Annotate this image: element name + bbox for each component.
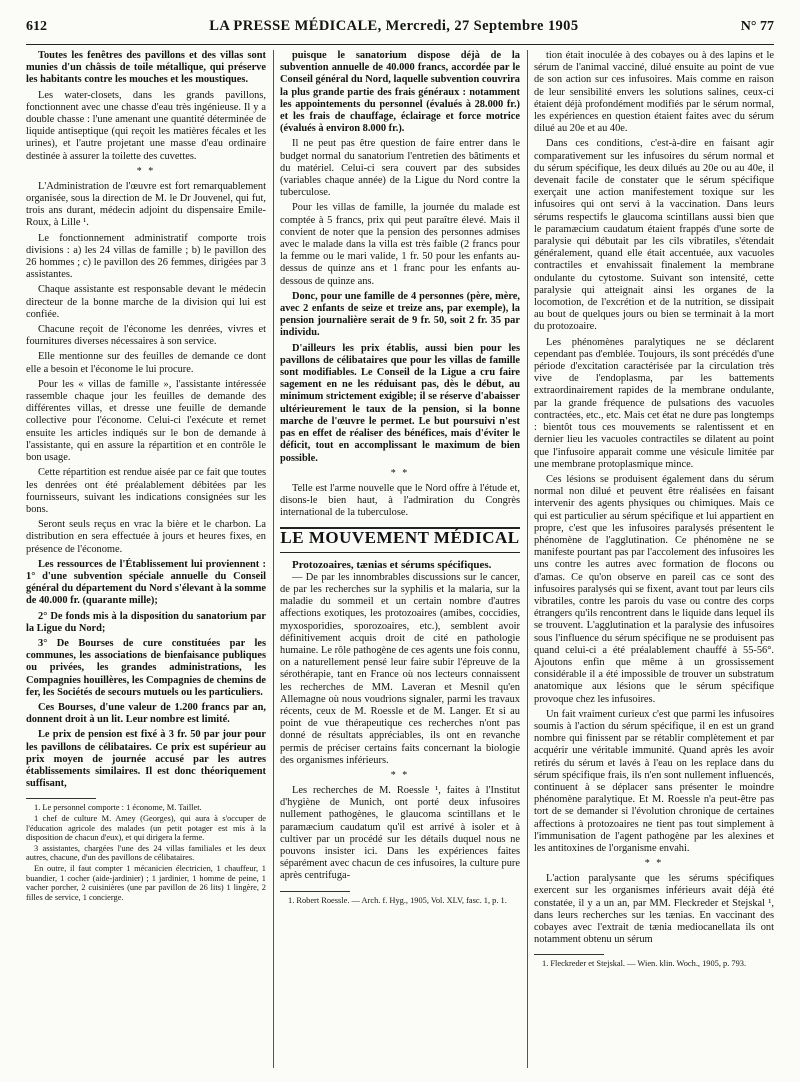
section-separator: * * bbox=[390, 467, 410, 479]
paragraph: — De par les innombrables discussions sur le cancer, de par les recherches sur la syphilis et la malaria, sur la maladie du sommeil et un certain nombre d'autres affections exotiques, les protozoaires (amibes, coccidies, myxosporidies, sporozoaires, etc.), semblent avoir définitivement acquis droit de cité en pathologie humaine. Le rôle pathogène de ces agents une fois connu, on a naturellement pensé leur faire subir l'épreuve de la sérothérapie, tant en France où nos lecteurs connaissent les recherches de MM. Laveran et Mesnil qu'en Allemagne où nous voudrions signaler, parmi les travaux récents, ceux de M. Roessle et de M. Langer. Et si au point de vue thérapeutique ces recherches n'ont pas donné de résultats appréciables, ils ont en revanche permis de préciser certains faits concernant la biologie des organismes inférieurs. bbox=[280, 571, 520, 766]
paragraph: Pour les « villas de famille », l'assistante intéressée rassemble chaque jour les feuilles de demande des différentes villas, et dresse une feuille de demande collective pour l'économe. Celui-ci l'exécute et remet ensuite les articles indiqués sur le bon de demande à l'assistante, qui en assure la répartition et en contrôle le bon usage. bbox=[26, 378, 266, 464]
paragraph: Dans ces conditions, c'est-à-dire en faisant agir comparativement sur les infusoires du sérum normal et du sérum spécifique, les deux dilués au 20e ou au 40e, il devenait facile de constater que le sérum spécifique exerçait une action manifestement toxique sur les infusoires qui ont servi à la vaccination. Dans leurs sérums respectifs le glaucoma scintillans aussi bien que le paramæcium caudatum étaient frappés d'une sorte de paralysie qui débutait par les cils vibratiles, s'étendait généralement, quand elle était accentuée, aux vacuoles contractiles et envahissait finalement la membrane ondulante du cytostome. Suivant son intensité, cette paralysie qui atteignait ainsi les organes de la locomotion, de l'excrétion et de la nutrition, se dissipait au bout de quelques jours ou bien se terminait à la mort du protozoaire. bbox=[534, 138, 774, 333]
footnotes bbox=[26, 803, 266, 902]
paragraph: 2° De fonds mis à la disposition du sanatorium par la Ligue du Nord; bbox=[26, 610, 266, 634]
paragraph: Pour les villas de famille, la journée du malade est comptée à 5 francs, prix qui peut paraître élevé. Mais il convient de noter que la pension des personnes admises avec le malade dans la villa est très faible (2 francs pour la femme ou le mari valide, 1 fr. 50 pour les enfants au-dessus de quinze ans et 1 franc pour les enfants au-dessous de quinze ans. bbox=[280, 202, 520, 287]
issue-date: Mercredi, 27 Septembre 1905 bbox=[385, 18, 579, 34]
column-2 bbox=[280, 50, 520, 1074]
paragraph: Le prix de pension est fixé à 3 fr. 50 par jour pour les pavillons de célibataires. Ce prix est supérieur au prix moyen de journée accusé par les autres établissements similaires. Il est donc théoriquement suffisant, bbox=[26, 729, 266, 790]
footnotes bbox=[280, 896, 520, 906]
column-divider-1 bbox=[273, 50, 274, 1068]
paragraph: Les water-closets, dans les grands pavillons, fonctionnent avec une chasse d'eau très ingénieuse. Il y a double chasse : l'une amenant une quantité déterminée de liquide antiseptique (qui reçoit les matières fécales et les urines), et l'autre projetant une masse d'eau ordinaire destinée à assurer la toilette des cuvettes. bbox=[26, 89, 266, 162]
section-title: LE MOUVEMENT MÉDICAL bbox=[280, 528, 520, 548]
paragraph: Ces lésions se produisent également dans du sérum normal non dilué et peuvent être réalisées en faisant intervenir des agents physiques ou chimiques. Mais ce qui est particulier au sérum spécifique et lui appartient en propre, c'est que les infusoires paralysés présentent le phénomène de l'agglutination. Ce phénomène ne se manifeste pourtant pas par l'accolement des infusoires les uns contre les autres avec formation de flocons ou d'amas. Ce qu'on observe en pareil cas ce sont des infusoires paralysés qui se fixent, avant tout par leurs cils vibratiles, contre les parois du vase ou contre des corps étrangers qu'ils rencontrent dans le liquide dans lequel ils se trouvent. L'agglutination et la paralysie des infusoires sous l'influence du sérum spécifique ne se produisent pas quand celui-ci a été préalablement chauffé à 55-56°. Ajoutons enfin que même à un grossissement considérable il a été impossible de trouver un substratum anatomique aux lésions que le sérum spécifique provoque chez les infusoires. bbox=[534, 473, 774, 705]
paragraph: Toutes les fenêtres des pavillons et des villas sont munies d'un châssis de toile métallique, qui préserve les habitants contre les mouches et les moustiques. bbox=[26, 50, 266, 86]
paragraph: puisque le sanatorium dispose déjà de la subvention annuelle de 40.000 francs, accordée par le Conseil général du Nord, laquelle subvention couvrira la plus grande partie des frais généraux : notamment les appointements du personnel (évalués à 28.000 fr.) et les frais de chauffage, éclairage et force motrice (évalués à environ 8.000 fr.). bbox=[280, 50, 520, 135]
section-separator: * * bbox=[644, 858, 664, 870]
paragraph: 3° De Bourses de cure constituées par les communes, les associations de bienfaisance publiques ou privées, les grandes administrations, les Compagnies houillères, les Compagnies de chemins de fer, les Sociétés de secours mutuels ou les particuliers. bbox=[26, 637, 266, 698]
section-heading-box bbox=[280, 527, 520, 552]
paragraph: Telle est l'arme nouvelle que le Nord offre à l'étude et, disons-le bien haut, à l'admiration du Congrès international de la tuberculose. bbox=[280, 482, 520, 519]
footnote: 1. Robert Roessle. — Arch. f. Hyg., 1905, Vol. XLV, fasc. 1, p. 1. bbox=[288, 895, 507, 905]
paragraph: D'ailleurs les prix établis, aussi bien pour les pavillons de célibataires que pour les villas de famille sont modifiables. Le Conseil de la Ligue a cru faire sagement en ne les réduisant pas, dès le début, au minimum strictement exigible; il se réserve d'abaisser ultérieurement le taux de la pension, si la bonne marche de l'œuvre le permet. Le but poursuivi n'est pas en effet de réaliser des bénéfices, mais d'éviter le déficit, tout en accomplissant le maximum de bien possible. bbox=[280, 342, 520, 464]
paragraph: Les phénomènes paralytiques ne se déclarent cependant pas d'emblée. Toujours, ils sont précédés d'une période d'excitation caractérisée par la circulation très vive de l'endoplasma, par les battements extraordinairement rapides de la membrane ondulante, par la grande fréquence de pulsations des vacuoles contractées, etc., etc. Mais cet état ne dure pas longtemps : bientôt tous ces mouvements se ralentissent et en dernier lieu les vacuoles contractiles se dilatent au point que l'infusoire apparait comme une vésicule limitée par une membrane protoplasmique mince. bbox=[534, 336, 774, 470]
footnote: En outre, il faut compter 1 mécanicien électricien, 1 chauffeur, 1 buandier, 1 cocher (aide-jardinier) ; 1 jardinier, 1 homme de peine, 1 vacher porcher, 2 cuisinières (une par pavillon de 26 lits) 1 lingère, 2 filles de service, 1 concierge. bbox=[26, 863, 266, 902]
footnote-rule bbox=[280, 891, 350, 892]
paragraph: Cette répartition est rendue aisée par ce fait que toutes les denrées ont été préalablement débitées par les fournisseurs, suivant les indications consignées sur les bons. bbox=[26, 467, 266, 515]
paragraph: L'action paralysante que les sérums spécifiques exercent sur les organismes inférieurs avait déjà été constatée, il y a un an, par MM. Fleckreder et Stejskal ¹, dans leurs recherches sur les tænias. En vaccinant des cobayes avec l'extrait de tænia mediocanellata ils ont notamment obtenu un sérum bbox=[534, 873, 774, 946]
page-number: 612 bbox=[26, 19, 47, 34]
footnote: 1 chef de culture M. Amey (Georges), qui aura à s'occuper de l'éducation agricole des malades (un petit potager est mis à la disposition de chacun d'eux), et qui dirigera la ferme. bbox=[26, 813, 266, 843]
issue-number: N° 77 bbox=[740, 19, 774, 34]
column-divider-2 bbox=[527, 50, 528, 1068]
column-3 bbox=[534, 50, 774, 1074]
footnote-rule bbox=[26, 798, 96, 799]
paragraph: Donc, pour une famille de 4 personnes (père, mère, avec 2 enfants de seize et treize ans, par exemple), la pension journalière serait de 9 fr. 50, soit 2 fr. 35 par individu. bbox=[280, 290, 520, 339]
paragraph: tion était inoculée à des cobayes ou à des lapins et le sérum de l'animal vacciné, dilué ensuite au point de vue de son action sur ces infusoires. Mais comme en raison de leur sensibilité envers les solutions salines, ceux-ci étaient déjà profondément modifiés par le sérum normal, les expériences en question étaient faites avec du sérum dilué au 20e et au 40e. bbox=[534, 50, 774, 135]
footnote: 1. Le personnel comporte : 1 économe, M. Taillet. bbox=[34, 803, 202, 813]
paragraph: Chaque assistante est responsable devant le médecin directeur de la bonne marche de la division qui lui est confiée. bbox=[26, 284, 266, 320]
paragraph: L'Administration de l'œuvre est fort remarquablement organisée, sous la direction de M. le Dr Jouvenel, qui fut, trois ans durant, médecin adjoint du dispensaire Emile-Roux, à Lille ¹. bbox=[26, 180, 266, 229]
column-1 bbox=[26, 50, 266, 1074]
paragraph: Les recherches de M. Roessle ¹, faites à l'Institut d'hygiène de Munich, ont porté deux infusoires nullement pathogènes, le glaucoma scintillans et le paramæcium caudatum qu'il est arrivé à isoler et à cultiver par un procédé sur les détails duquel nous ne pouvons insister ici. Dans les expériences faites séparément avec chacun de ces infusoires, la culture pure après centrifuga- bbox=[280, 784, 520, 882]
paragraph: Seront seuls reçus en vrac la bière et le charbon. La distribution en sera effectuée à jours et heures fixes, en présence de l'économe. bbox=[26, 519, 266, 555]
paragraph: Il ne peut pas être question de faire entrer dans le budget normal du sanatorium l'entretien des bâtiments et du matériel. Celui-ci sera couvert par des subsides (variables chaque année) de la Ligue du Nord contre la tuberculose. bbox=[280, 138, 520, 199]
footnotes bbox=[534, 959, 774, 969]
footnote: 3 assistantes, chargées l'une des 24 villas familiales et les deux autres, chacune, d'un des pavillons de célibataires. bbox=[26, 843, 266, 863]
footnote-rule bbox=[534, 954, 604, 955]
paragraph: Le fonctionnement administratif comporte trois divisions : a) les 24 villas de famille ; b) le pavillon des 26 hommes ; c) le pavillon des 26 femmes, dirigées par 3 assistantes. bbox=[26, 232, 266, 281]
paragraph: Elle mentionne sur des feuilles de demande ce dont elle a besoin et l'économe le lui procure. bbox=[26, 351, 266, 375]
article-subheading: Protozoaires, tænias et sérums spécifiques. bbox=[292, 558, 492, 571]
paragraph: Chacune reçoit de l'économe les denrées, vivres et fournitures diverses nécessaires à son service. bbox=[26, 324, 266, 348]
paragraph: Ces Bourses, d'une valeur de 1.200 francs par an, donnent droit à un lit. Leur nombre est limité. bbox=[26, 701, 266, 726]
section-separator: * * bbox=[390, 769, 410, 781]
paragraph: Les ressources de l'Établissement lui proviennent : 1° d'une subvention spéciale annuelle du Conseil général du département du Nord s'élevant à la somme de 40.000 fr. (quarante mille); bbox=[26, 558, 266, 607]
journal-title bbox=[209, 18, 578, 35]
page-header bbox=[26, 18, 774, 45]
section-separator: * * bbox=[136, 165, 156, 177]
footnote: 1. Fleckreder et Stejskal. — Wien. klin. Woch., 1905, p. 793. bbox=[542, 959, 747, 969]
journal-name: LA PRESSE MÉDICALE, bbox=[209, 18, 382, 34]
paragraph: Un fait vraiment curieux c'est que parmi les infusoires soumis à l'action du sérum spécifique, il en est un grand nombre qui finissent par se rétablir complètement et par acquérir une véritable immunité. Quand après les avoir retirés du sérum et lavés à l'eau on les replace dans du sérum spécifique frais, ils n'en sont nullement influencés, continuent à se déplacer sans présenter le moindre phénomène paralytique. Et M. Roessle n'a peut-être pas tort de se demander si l'évolution chronique de certaines affections à protozoaires ne tient pas tout simplement à l'immunisation de l'agent pathogène par les alexines et les antitoxines de l'organisme envahi. bbox=[534, 708, 774, 854]
